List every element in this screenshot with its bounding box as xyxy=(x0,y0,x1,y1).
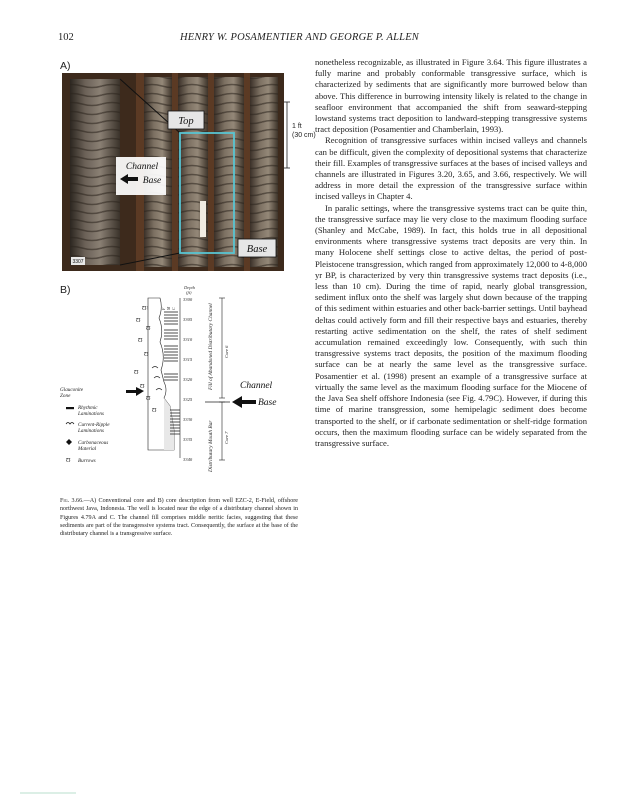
legend-carbonaceous-line2: Material xyxy=(78,446,97,452)
depth-header-line1: Depth xyxy=(184,285,195,290)
grain-label-c: C xyxy=(172,307,176,310)
facies-upper: Fill of Abandoned Distributary Channel xyxy=(208,303,214,390)
panel-a-label: A) xyxy=(60,60,71,72)
body-paragraph-3: In paralic settings, where the transgressive systems tract can be quite thin, the transgressive surface may lie very close to the maximum flooding surface (Shanley and McCabe, 1989). In fact, this holds true in all depositional environments where transgressive systems tract deposits are very thin. In many Holocene shelf settings close to active deltas, the period of post-Pleistocene transgression, which ranged from approximately 12,000 to 4-8,000 yr BP, is characterized by very thin transgressive systems tract deposits (i.e., less than 10 cm). During the time of rapid, nearly global transgression, sediment influx onto the shelf was largely shut down because of the trapping of this sediment within estuaries and other back-barrier settings. Until bayhead deltas could actively form and fill their respective bays and estuaries, thereby restarting active sedimentation on the shelf, the rates of shelf sediment accumulation remained exceedingly low. Consequently, with such thin transgressive systems tract deposits, the position of the maximum flooding surface can be at nearly the same level as the transgressive surface. Posamentier et al. (1998) present an example of a transgressive surface at virtually the same level as the maximum flooding surface for the Miocene of the Java Sea shelf offshore Indonesia (see Fig. 4.79C). However, if during this time of marine transgression, some hemipelagic sediment does become transported to the shelf, or if carbonate sedimentation or shelf-ridge formation occurs, then the maximum flooding surface can be widely separated from the transgressive surface. xyxy=(315,202,587,448)
depth-label-3335: 3335 xyxy=(183,437,193,442)
core-tag: 3307 xyxy=(72,259,84,265)
depth-label-3305: 3305 xyxy=(183,317,193,322)
channel-base-label-line2: Base xyxy=(142,176,162,186)
depth-scale xyxy=(180,297,193,462)
depth-label-3320: 3320 xyxy=(183,377,193,382)
figure-caption xyxy=(60,497,298,538)
depth-label-3315: 3315 xyxy=(183,357,193,362)
scale-bar xyxy=(284,100,292,170)
caption-text: —A) Conventional core and B) core description from well EZC-2, E-Field, offshore northwest Java, Indonesia. The well is located near the edge of a distributary channel shown in Figures 4.79A and C. The channel fill comprises middle neritic facies, suggesting that these sediments are part of the transgressive systems tract. Consequently, the surface at the base of the distributary channel is a transgressive surface. xyxy=(60,498,298,538)
legend-glauconite-line1: Glauconite xyxy=(60,387,84,393)
svg-text:Ʊ: Ʊ xyxy=(138,338,143,344)
legend-rhythmic-line1: Rhythmic xyxy=(78,405,98,411)
base-label: Base xyxy=(246,244,268,255)
body-paragraph-1: nonetheless recognizable, as illustrated in Figure 3.64. This figure illustrates a fully marine and probably conformable transgressive surface, which is characterized by sediments that are significantly more burrowed below than above. This difference in burrowing intensity likely is related to the change in seafloor environment that accompanied the shift from seaward-stepping lowstand systems tract deposition to landward-stepping transgressive systems tract deposition (Posamentier and Chamberlain, 1993). xyxy=(315,57,587,135)
facies-lower: Distributary Mouth Bar xyxy=(208,420,214,472)
body-paragraph-2: Recognition of transgressive surfaces within incised valleys and channels can be difficult, given the complexity of depositional systems that characterize their fill. Examples of transgressive surfaces at the bases of incised valleys and channels are illustrated in Figures 3.20, 3.65, and 3.66, respectively. We will address in more detail the expression of the transgressive surface within incised valleys in Chapter 4. xyxy=(315,135,587,202)
carbonaceous-symbol xyxy=(66,439,72,445)
burrow-symbol: Ʊ xyxy=(66,458,71,464)
channel-label-line2: Base xyxy=(258,398,277,408)
svg-text:Ʊ: Ʊ xyxy=(140,384,145,390)
channel-base-arrow-b xyxy=(232,396,256,408)
depth-label-3325: 3325 xyxy=(183,397,193,402)
svg-text:Ʊ: Ʊ xyxy=(136,318,141,324)
legend-carbonaceous-line1: Carbonaceous xyxy=(78,440,109,446)
ripple-symbol xyxy=(66,423,74,425)
core-description-diagram xyxy=(60,278,300,478)
svg-text:Ʊ: Ʊ xyxy=(146,396,151,402)
legend-ripple-line2: Laminations xyxy=(78,428,104,434)
caption-label: Fig. 3.66. xyxy=(60,498,84,504)
depth-label-3310: 3310 xyxy=(183,337,193,342)
core-upper-label: Core 6 xyxy=(224,345,229,358)
panel-b-label: B) xyxy=(60,284,71,296)
svg-text:Ʊ: Ʊ xyxy=(152,408,157,414)
channel-label-line1: Channel xyxy=(240,381,273,391)
scale-label-line1: 1 ft xyxy=(292,123,302,130)
svg-text:Ʊ: Ʊ xyxy=(134,370,139,376)
svg-text:Ʊ: Ʊ xyxy=(144,352,149,358)
core-lower-label: Core 7 xyxy=(224,431,229,444)
legend xyxy=(60,387,144,464)
body-text-column xyxy=(315,57,587,449)
scale-label xyxy=(292,122,316,140)
top-label: Top xyxy=(178,116,194,127)
legend-ripple-line1: Current-Ripple xyxy=(78,422,110,428)
running-title: HENRY W. POSAMENTIER AND GEORGE P. ALLEN xyxy=(180,32,420,43)
page-footer-mark xyxy=(20,792,76,794)
svg-text:Ʊ: Ʊ xyxy=(146,326,151,332)
depth-label-3330: 3330 xyxy=(183,417,193,422)
channel-base-label-line1: Channel xyxy=(125,162,159,172)
depth-header-line2: (ft) xyxy=(186,290,192,295)
legend-glauconite-line2: Zone xyxy=(60,393,71,399)
scale-label-line2: (30 cm) xyxy=(292,132,316,139)
legend-rhythmic-line2: Laminations xyxy=(78,411,104,417)
grain-label-m: M xyxy=(167,306,171,310)
rhythmic-symbol xyxy=(66,407,74,409)
grain-label-f: F xyxy=(162,307,166,310)
page-number: 102 xyxy=(58,32,74,43)
depth-label-3300: 3300 xyxy=(183,297,193,302)
depth-label-3340: 3340 xyxy=(183,457,193,462)
core-photograph xyxy=(62,73,284,271)
svg-text:Ʊ: Ʊ xyxy=(142,306,147,312)
legend-burrows-line1: Burrows xyxy=(78,458,96,464)
